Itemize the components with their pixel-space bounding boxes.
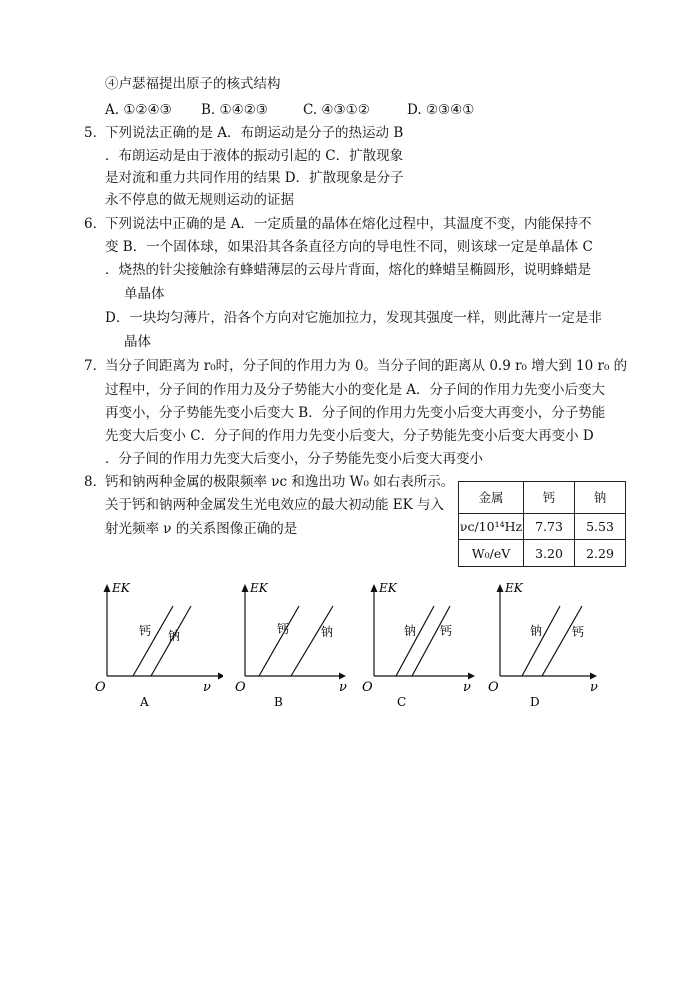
q6-line-4: 单晶体 <box>124 286 165 302</box>
x-axis-arrow-icon <box>590 673 597 680</box>
line-right-label: 钙 <box>440 624 453 638</box>
line-right <box>291 606 333 676</box>
table-cell: 3.20 <box>524 540 575 567</box>
graph-letter: D <box>530 695 540 709</box>
q7-line-5: ．分子间的作用力先变大后变小，分子势能先变小后变大再变小 <box>105 451 483 467</box>
q4-option-c[interactable]: C. ④③①② <box>303 102 370 118</box>
graph-a[interactable] <box>93 578 223 717</box>
y-axis-label: EK <box>250 581 268 595</box>
graph-c-svg <box>360 578 490 713</box>
table-cell: 2.29 <box>575 540 626 567</box>
q7-line-1: 当分子间距离为 r₀时，分子间的作用力为 0。当分子间的距离从 0.9 r₀ 增大到 10 r₀ 的 <box>105 358 628 374</box>
line-left <box>259 606 299 676</box>
q7-line-4: 先变大后变小 C．分子间的作用力先变小后变大，分子势能先变小后变大再变小 D <box>105 428 594 444</box>
line-left <box>396 606 434 676</box>
line-left-label: 钙 <box>277 622 290 636</box>
q8-number: 8． <box>84 474 107 490</box>
q8-line-3: 射光频率 ν 的关系图像正确的是 <box>105 521 298 537</box>
q4-option-a[interactable]: A. ①②④③ <box>105 102 172 118</box>
table-cell: 7.73 <box>524 513 575 540</box>
y-axis-arrow-icon <box>497 584 504 592</box>
y-axis-arrow-icon <box>104 584 111 592</box>
q6-number: 6． <box>84 216 107 232</box>
q4-option-b[interactable]: B. ①④②③ <box>201 102 268 118</box>
y-axis-label: EK <box>112 581 130 595</box>
q7-line-2: 过程中，分子间的作用力及分子势能大小的变化是 A．分子间的作用力先变小后变大 <box>105 382 606 398</box>
q4-item4: ④卢瑟福提出原子的核式结构 <box>105 76 281 92</box>
y-axis-arrow-icon <box>371 584 378 592</box>
q6-line-6: 晶体 <box>124 334 151 350</box>
q6-line-5: D．一块均匀薄片，沿各个方向对它施加拉力，发现其强度一样，则此薄片一定是非 <box>105 310 602 326</box>
x-axis-label: ν <box>463 680 471 695</box>
q7-line-3: 再变小，分子势能先变小后变大 B．分子间的作用力先变小后变大再变小，分子势能 <box>105 405 606 421</box>
table-cell: 5.53 <box>575 513 626 540</box>
line-left-label: 钠 <box>530 624 543 638</box>
x-axis-arrow-icon <box>218 673 223 680</box>
line-right <box>412 606 453 676</box>
table-header-cell: 钙 <box>524 482 575 514</box>
line-left-label: 钙 <box>139 624 152 638</box>
metal-data-table <box>458 481 626 567</box>
q7-number: 7． <box>84 358 107 374</box>
q4-options <box>105 101 475 119</box>
origin-label: O <box>95 680 106 695</box>
x-axis-label: ν <box>590 680 598 695</box>
graph-d-svg <box>486 578 616 713</box>
q8-line-1: 钙和钠两种金属的极限频率 νc 和逸出功 W₀ 如右表所示。 <box>105 474 455 490</box>
x-axis-arrow-icon <box>468 673 475 680</box>
graph-letter: C <box>397 695 407 709</box>
graph-letter: B <box>274 695 283 709</box>
origin-label: O <box>235 680 246 695</box>
graph-a-svg <box>93 578 223 713</box>
line-left <box>522 606 560 676</box>
line-right-label: 钙 <box>572 625 585 639</box>
origin-label: O <box>362 680 373 695</box>
table-row <box>459 513 626 540</box>
q5-line-2: ．布朗运动是由于液体的振动引起的 C．扩散现象 <box>105 148 404 164</box>
table-header-cell: 钠 <box>575 482 626 514</box>
graph-b[interactable] <box>231 578 361 717</box>
q6-line-1: 下列说法中正确的是 A．一定质量的晶体在熔化过程中，其温度不变，内能保持不 <box>105 216 592 232</box>
table-header-cell: 金属 <box>459 482 524 514</box>
line-right-label: 钠 <box>168 629 181 643</box>
q6-line-2: 变 B．一个固体球，如果沿其各条直径方向的导电性不同，则该球一定是单晶体 C <box>105 239 593 255</box>
q6-line-3: ．烧热的针尖接触涂有蜂蜡薄层的云母片背面，熔化的蜂蜡呈椭圆形，说明蜂蜡是 <box>105 262 591 278</box>
line-right <box>542 606 585 676</box>
table-row <box>459 540 626 567</box>
q5-line-3: 是对流和重力共同作用的结果 D．扩散现象是分子 <box>105 170 404 186</box>
graph-letter: A <box>140 695 149 709</box>
line-left <box>133 606 173 676</box>
table-header-row <box>459 482 626 514</box>
graph-b-svg <box>231 578 361 713</box>
line-left-label: 钠 <box>404 624 417 638</box>
x-axis-arrow-icon <box>339 673 346 680</box>
y-axis-label: EK <box>379 581 397 595</box>
q5-number: 5． <box>84 125 107 141</box>
q5-line-1: 下列说法正确的是 A．布朗运动是分子的热运动 B <box>105 125 404 141</box>
x-axis-label: ν <box>339 680 347 695</box>
table-cell: W₀/eV <box>459 540 524 567</box>
graph-c[interactable] <box>360 578 490 717</box>
graph-d[interactable] <box>486 578 616 717</box>
q8-line-2: 关于钙和钠两种金属发生光电效应的最大初动能 EK 与入 <box>105 497 445 513</box>
q5-line-4: 永不停息的做无规则运动的证据 <box>105 192 294 208</box>
line-right-label: 钠 <box>321 625 334 639</box>
x-axis-label: ν <box>203 680 211 695</box>
y-axis-label: EK <box>505 581 523 595</box>
table-cell: νc/10¹⁴Hz <box>459 513 524 540</box>
origin-label: O <box>488 680 499 695</box>
y-axis-arrow-icon <box>242 584 249 592</box>
q4-option-d[interactable]: D. ②③④① <box>407 102 475 118</box>
